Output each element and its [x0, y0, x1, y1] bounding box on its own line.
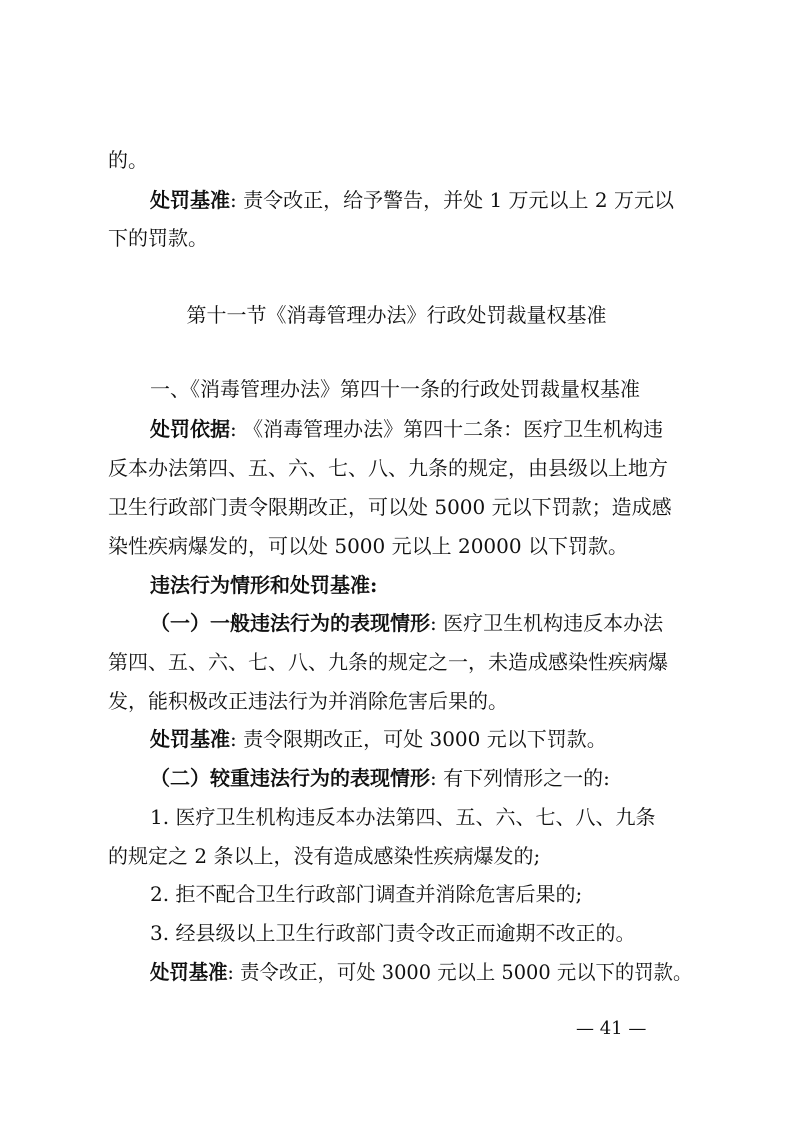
general-violation-text-3: 发，能积极改正违法行为并消除危害后果的。	[108, 689, 508, 713]
list-item-1-cont: 的规定之 2 条以上，没有造成感染性疾病爆发的;	[108, 844, 541, 868]
serious-violation-line: （二）较重违法行为的表现情形: 有下列情形之一的:	[150, 766, 610, 790]
general-violation-label: （一）一般违法行为的表现情形	[150, 611, 430, 635]
page-number: — 41 —	[576, 1018, 647, 1039]
general-violation-text-2: 第四、五、六、七、八、九条的规定之一，未造成感染性疾病爆	[108, 650, 668, 674]
list-item-3: 3. 经县级以上卫生行政部门责令改正而逾期不改正的。	[150, 921, 636, 945]
penalty-basis-text-2: 反本办法第四、五、六、七、八、九条的规定，由县级以上地方	[108, 456, 668, 480]
serious-penalty-line: 处罚基准: 责令改正，可处 3000 元以上 5000 元以下的罚款。	[150, 960, 693, 984]
penalty-standard-line: 处罚基准: 责令改正，给予警告，并处 1 万元以上 2 万元以	[150, 188, 674, 212]
penalty-standard-label: 处罚基准	[150, 188, 230, 212]
general-penalty-line: 处罚基准: 责令限期改正，可处 3000 元以下罚款。	[150, 727, 607, 751]
serious-violation-label: （二）较重违法行为的表现情形	[150, 766, 430, 790]
serious-penalty-label: 处罚基准	[150, 960, 228, 984]
paragraph-end-text: 的。	[108, 148, 148, 172]
penalty-standard-text: 责令改正，给予警告，并处 1 万元以上 2 万元以	[243, 188, 674, 212]
penalty-standard-text-cont: 下的罚款。	[108, 226, 208, 250]
list-item-1: 1. 医疗卫生机构违反本办法第四、五、六、七、八、九条	[150, 805, 656, 829]
penalty-basis-label: 处罚依据	[150, 417, 230, 441]
penalty-basis-text-4: 染性疾病爆发的，可以处 5000 元以上 20000 以下罚款。	[108, 534, 628, 558]
general-violation-line: （一）一般违法行为的表现情形: 医疗卫生机构违反本办法	[150, 611, 664, 635]
list-item-2: 2. 拒不配合卫生行政部门调查并消除危害后果的;	[150, 882, 583, 906]
sub-heading: 一、《消毒管理办法》第四十一条的行政处罚裁量权基准	[150, 377, 640, 401]
penalty-basis-line: 处罚依据: 《消毒管理办法》第四十二条：医疗卫生机构违	[150, 417, 664, 441]
situation-heading: 违法行为情形和处罚基准:	[150, 573, 378, 597]
penalty-basis-text-3: 卫生行政部门责令限期改正，可以处 5000 元以下罚款；造成感	[108, 495, 672, 519]
general-penalty-label: 处罚基准	[150, 727, 230, 751]
section-heading: 第十一节《消毒管理办法》行政处罚裁量权基准	[186, 303, 607, 327]
